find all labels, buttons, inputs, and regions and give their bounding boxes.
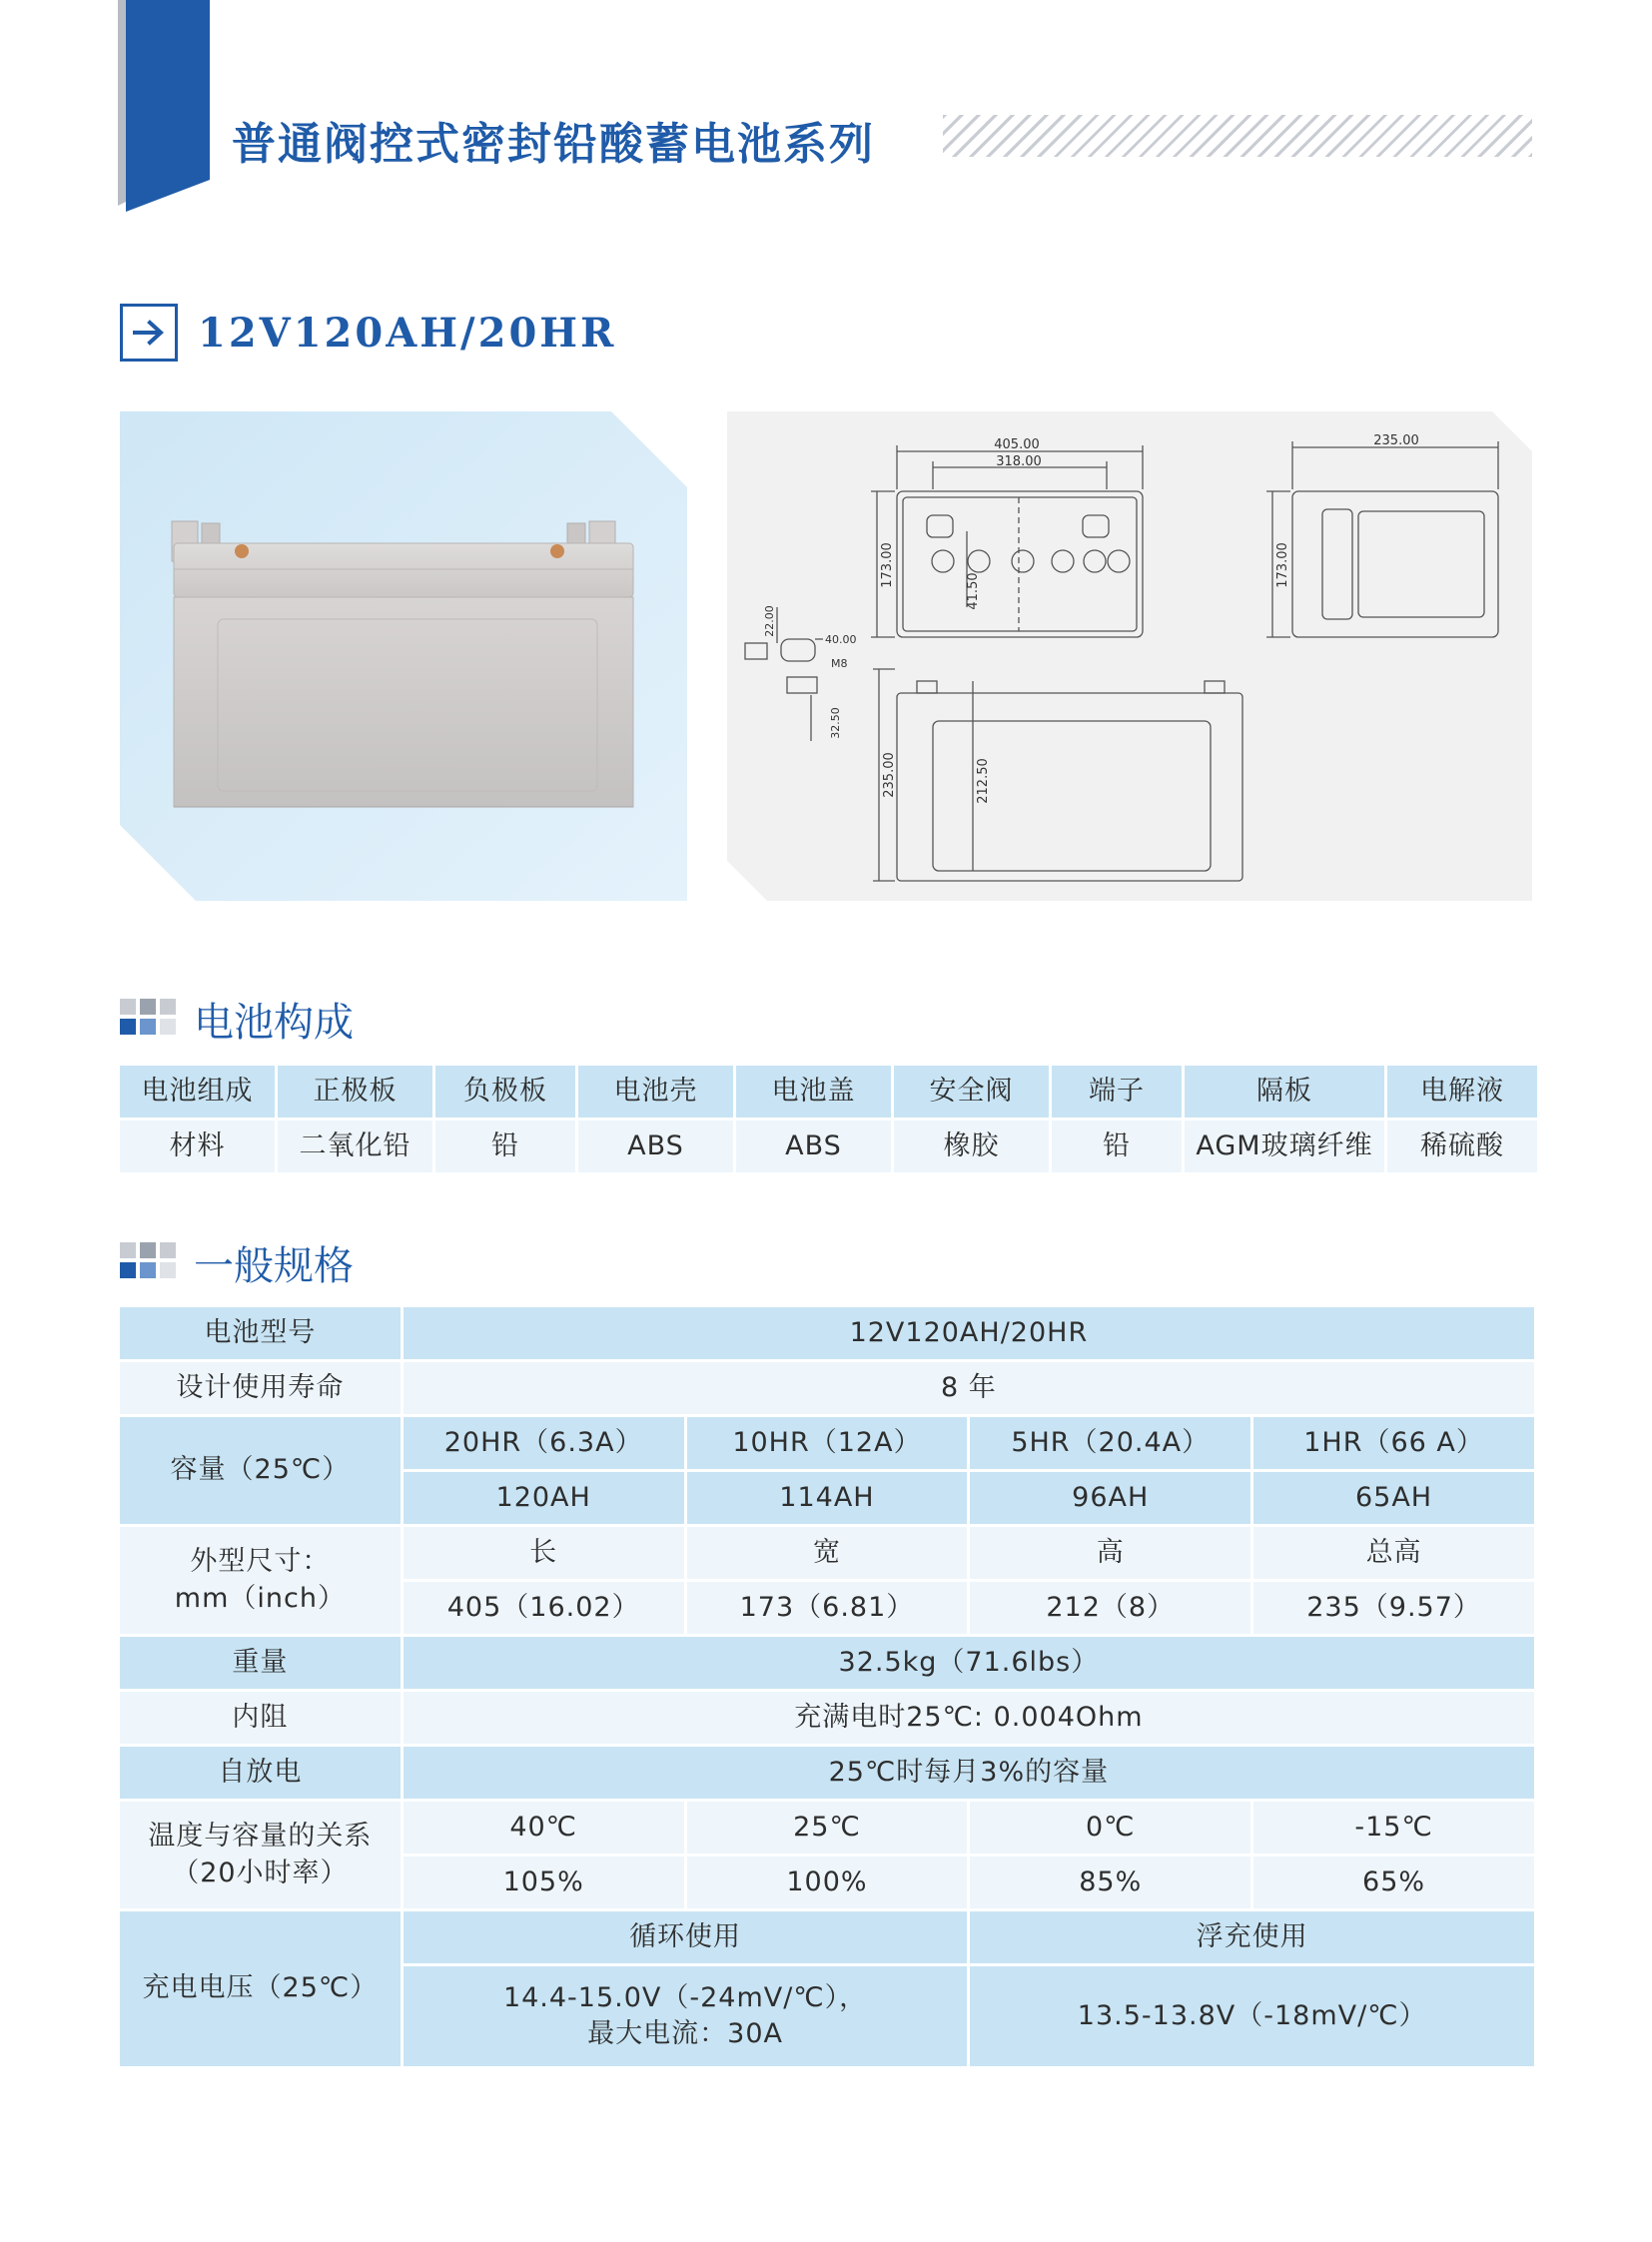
- spec-label: 自放电: [120, 1747, 401, 1799]
- table-cell: 二氧化铅: [278, 1121, 432, 1172]
- dim-terminal-height: 22.00: [763, 605, 776, 637]
- spec-value: 充满电时25℃: 0.004Ohm: [404, 1692, 1534, 1744]
- dim-width-side: 173.00: [1275, 542, 1290, 588]
- table-cell: 114AH: [687, 1472, 968, 1524]
- spec-row-model: [120, 1307, 1534, 1359]
- dim-terminal-depth: 32.50: [829, 707, 842, 739]
- table-cell: ABS: [736, 1121, 891, 1172]
- table-cell: 0℃: [970, 1802, 1250, 1854]
- dim-bolt: M8: [831, 657, 848, 670]
- dimension-drawing: [727, 411, 1532, 901]
- table-cell: 铅: [1052, 1121, 1182, 1172]
- spec-row-capacity-rates: [120, 1417, 1534, 1469]
- spec-row-life: [120, 1362, 1534, 1414]
- table-cell: AGM玻璃纤维: [1185, 1121, 1384, 1172]
- table-cell: 20HR（6.3A）: [404, 1417, 684, 1469]
- table-cell: 浮充使用: [970, 1911, 1534, 1963]
- table-cell: 材料: [120, 1121, 275, 1172]
- table-cell: 循环使用: [404, 1911, 968, 1963]
- spec-label: 内阻: [120, 1692, 401, 1744]
- dim-label-line-2: mm（inch）: [174, 1582, 346, 1614]
- spec-value: 32.5kg（71.6lbs）: [404, 1637, 1534, 1689]
- table-cell: 120AH: [404, 1472, 684, 1524]
- spec-label: 充电电压（25℃）: [120, 1911, 401, 2066]
- model-title: 12V120AH/20HR: [198, 310, 617, 357]
- squares-icon: [120, 999, 178, 1035]
- battery-photo: [120, 411, 687, 901]
- charge-cycle-line-2: 最大电流：30A: [587, 2018, 783, 2049]
- table-cell: 铅: [435, 1121, 575, 1172]
- table-cell: 173（6.81）: [687, 1582, 968, 1634]
- charge-cycle-line-1: 14.4-15.0V（-24mV/℃），: [502, 1981, 868, 2013]
- header-hatch-decoration: [943, 115, 1532, 157]
- table-cell: 隔板: [1185, 1066, 1384, 1118]
- table-cell: 长: [404, 1527, 684, 1579]
- spec-value: 25℃时每月3%的容量: [404, 1747, 1534, 1799]
- dim-height-total-side: 235.00: [1373, 433, 1419, 448]
- spec-label: 电池型号: [120, 1307, 401, 1359]
- table-cell: 100%: [687, 1857, 968, 1908]
- table-cell: 85%: [970, 1857, 1250, 1908]
- dim-terminal-offset: 41.50: [966, 572, 981, 610]
- spec-row-charge-headers: [120, 1911, 1534, 1963]
- spec-row-weight: [120, 1637, 1534, 1689]
- spec-row-self-discharge: [120, 1747, 1534, 1799]
- table-cell: 212（8）: [970, 1582, 1250, 1634]
- squares-icon: [120, 1242, 178, 1278]
- dim-height-total-front: 235.00: [882, 752, 897, 798]
- table-cell: 总高: [1253, 1527, 1534, 1579]
- composition-title: 电池构成: [194, 1000, 354, 1046]
- table-cell: 端子: [1052, 1066, 1182, 1118]
- composition-table: [117, 1063, 1540, 1175]
- table-cell: 1HR（66 A）: [1253, 1417, 1534, 1469]
- table-cell: 65%: [1253, 1857, 1534, 1908]
- composition-header-row: [120, 1066, 1537, 1118]
- composition-value-row: [120, 1121, 1537, 1172]
- table-cell: 405（16.02）: [404, 1582, 684, 1634]
- table-cell: 105%: [404, 1857, 684, 1908]
- table-cell: 高: [970, 1527, 1250, 1579]
- table-cell: 13.5-13.8V（-18mV/℃）: [970, 1966, 1534, 2066]
- spec-label: 重量: [120, 1637, 401, 1689]
- spec-row-resistance: [120, 1692, 1534, 1744]
- table-cell: 5HR（20.4A）: [970, 1417, 1250, 1469]
- arrow-right-icon: [120, 304, 178, 362]
- table-cell: 正极板: [278, 1066, 432, 1118]
- table-cell: [404, 1966, 968, 2066]
- spec-label: 容量（25℃）: [120, 1417, 401, 1524]
- table-cell: 电解液: [1387, 1066, 1537, 1118]
- table-cell: 宽: [687, 1527, 968, 1579]
- temp-label-line-1: 温度与容量的关系: [148, 1821, 373, 1853]
- table-cell: -15℃: [1253, 1802, 1534, 1854]
- table-cell: 稀硫酸: [1387, 1121, 1537, 1172]
- table-cell: 电池盖: [736, 1066, 891, 1118]
- table-cell: 40℃: [404, 1802, 684, 1854]
- table-cell: 橡胶: [894, 1121, 1049, 1172]
- dim-label-line-1: 外型尺寸：: [190, 1546, 331, 1578]
- spec-table: [117, 1304, 1537, 2069]
- spec-value: 12V120AH/20HR: [404, 1307, 1534, 1359]
- table-cell: ABS: [578, 1121, 733, 1172]
- dim-height-body: 212.50: [976, 758, 991, 804]
- spec-value: 8 年: [404, 1362, 1534, 1414]
- dim-terminal-span: 318.00: [996, 454, 1042, 469]
- temp-label-line-2: （20小时率）: [172, 1857, 349, 1888]
- table-cell: 65AH: [1253, 1472, 1534, 1524]
- spec-label: 设计使用寿命: [120, 1362, 401, 1414]
- table-cell: 10HR（12A）: [687, 1417, 968, 1469]
- table-cell: 235（9.57）: [1253, 1582, 1534, 1634]
- spec-row-temp-headers: [120, 1802, 1534, 1854]
- table-cell: 96AH: [970, 1472, 1250, 1524]
- spec-title: 一般规格: [194, 1243, 354, 1289]
- spec-row-dim-headers: [120, 1527, 1534, 1579]
- spec-label: [120, 1527, 401, 1634]
- table-cell: 负极板: [435, 1066, 575, 1118]
- dim-length-total: 405.00: [994, 437, 1040, 452]
- table-cell: 电池壳: [578, 1066, 733, 1118]
- table-cell: 25℃: [687, 1802, 968, 1854]
- dim-terminal-length: 40.00: [825, 633, 857, 646]
- dim-width-top: 173.00: [880, 542, 895, 588]
- page-title: 普通阀控式密封铅酸蓄电池系列: [232, 119, 875, 170]
- table-cell: 电池组成: [120, 1066, 275, 1118]
- header-accent-bar: [118, 0, 210, 212]
- spec-label: [120, 1802, 401, 1908]
- table-cell: 安全阀: [894, 1066, 1049, 1118]
